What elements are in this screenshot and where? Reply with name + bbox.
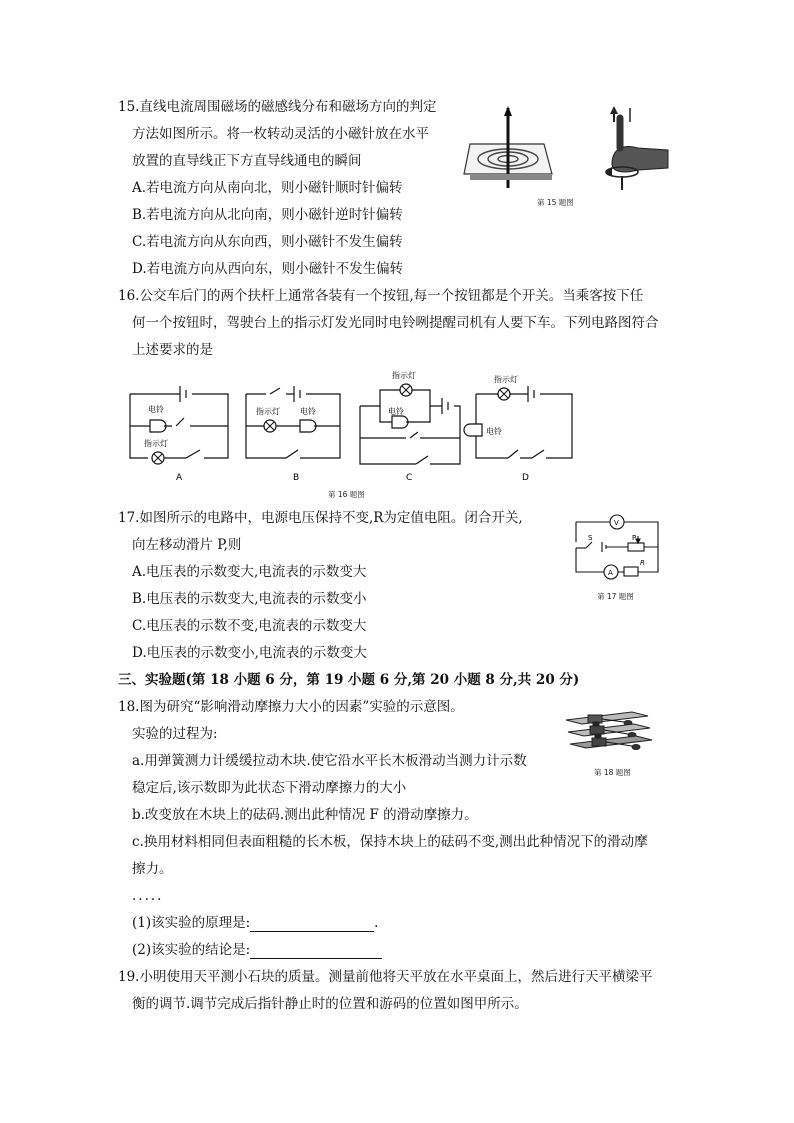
q16-circuit-diagrams <box>120 366 590 486</box>
q16-figure-caption: 第 16 题图 <box>328 490 365 499</box>
circuit-c-letter: C <box>406 473 413 483</box>
circuit-d-bell-label: 电铃 <box>486 427 502 436</box>
q17-option-c: C.电压表的示数不变,电流表的示数变大 <box>132 618 367 634</box>
q18-sub1-answer-blank[interactable] <box>250 917 374 932</box>
q17-option-b: B.电压表的示数变大,电流表的示数变小 <box>132 591 367 607</box>
q18-figure-caption: 第 18 题图 <box>594 768 631 777</box>
q18-sub-question-1 <box>132 914 378 932</box>
q15-figure-caption: 第 15 题图 <box>537 198 574 207</box>
q18-line-5: b.改变放在木块上的砝码.测出此种情况 F 的滑动摩擦力。 <box>132 807 478 823</box>
circuit-a-bell-label: 电铃 <box>148 405 164 414</box>
circuit-a-lamp-label: 指示灯 <box>144 439 168 448</box>
q18-sub1-period: . <box>374 915 379 931</box>
q15-stem-line-1: 15.直线电流周围磁场的磁感线分布和磁场方向的判定 <box>118 99 437 115</box>
q17-stem-line-2: 向左移动滑片 P,则 <box>132 537 242 553</box>
q17-switch-label: S <box>588 534 593 542</box>
q18-line-3: a.用弹簧测力计缓缓拉动木块.使它沿水平长木板滑动当测力计示数 <box>132 753 527 769</box>
circuit-b-letter: B <box>293 473 300 483</box>
q16-stem-line-1: 16.公交车后门的两个扶杆上通常各装有一个按钮,每一个按钮都是个开关。当乘客按下任 <box>118 288 644 304</box>
circuit-b-lamp-label: 指示灯 <box>256 407 280 416</box>
q17-stem-line-1: 17.如图所示的电路中，电源电压保持不变,R为定值电阻。闭合开关, <box>118 510 523 526</box>
q15-option-a: A.若电流方向从南向北，则小磁针顺时针偏转 <box>132 180 403 196</box>
circuit-c <box>360 390 460 464</box>
q18-ellipsis: ..... <box>132 888 164 904</box>
q17-resistor-label: R <box>640 559 645 567</box>
q18-sub2-prompt: (2)该实验的结论是: <box>132 942 251 958</box>
circuit-d-lamp-label: 指示灯 <box>494 375 518 384</box>
q18-sub1-prompt: (1)该实验的原理是: <box>132 915 251 931</box>
q18-line-6: c.换用材料相同但表面粗糙的长木板，保持木块上的砝码不变,测出此种情况下的滑动摩 <box>132 834 648 850</box>
q15-stem-line-3: 放置的直导线正下方直导线通电的瞬间 <box>132 153 362 169</box>
q15-option-d: D.若电流方向从西向东，则小磁针不发生偏转 <box>132 261 404 277</box>
q15-option-b: B.若电流方向从北向南，则小磁针逆时针偏转 <box>132 207 403 223</box>
q18-sub2-answer-blank[interactable] <box>250 944 382 959</box>
circuit-d-letter: D <box>522 473 529 483</box>
q17-option-a: A.电压表的示数变大,电流表的示数变大 <box>132 564 367 580</box>
q17-figure-caption: 第 17 题图 <box>597 592 634 601</box>
q15-magnetic-field-figure <box>462 104 682 200</box>
q17-option-d: D.电压表的示数变小,电流表的示数变大 <box>132 645 367 661</box>
section-3-heading: 三、实验题(第 18 小题 6 分，第 19 小题 6 分,第 20 小题 8 分,共 20 分) <box>118 672 580 688</box>
q18-line-7: 擦力。 <box>132 861 173 877</box>
q18-line-2: 实验的过程为: <box>132 726 218 742</box>
q19-line-2: 衡的调节.调节完成后指针静止时的位置和游码的位置如图甲所示。 <box>132 996 528 1012</box>
circuit-c-lamp-label: 指示灯 <box>392 371 416 380</box>
q18-line-1: 18.图为研究“影响滑动摩擦力大小的因素”实验的示意图。 <box>118 699 464 715</box>
circuit-c-bell-label: 电铃 <box>388 407 404 416</box>
q16-stem-line-2: 何一个按钮时，驾驶台上的指示灯发光同时电铃咧提醒司机有人要下车。下列电路图符合 <box>132 315 659 331</box>
circuit-a-letter: A <box>176 473 183 483</box>
q17-voltmeter-label: V <box>614 519 619 527</box>
circuit-d <box>464 386 572 458</box>
q16-stem-line-3: 上述要求的是 <box>132 342 213 358</box>
circuit-b <box>246 386 340 458</box>
q18-line-4: 稳定后,该示数即为此状态下滑动摩擦力的大小 <box>132 780 407 796</box>
q18-friction-experiment-figure <box>562 706 662 764</box>
q17-circuit-figure <box>568 512 668 582</box>
q17-ammeter-label: A <box>608 569 613 577</box>
q17-slider-label: P <box>632 534 637 542</box>
q19-line-1: 19.小明使用天平测小石块的质量。测量前他将天平放在水平桌面上，然后进行天平横梁平 <box>118 969 653 985</box>
q15-option-c: C.若电流方向从东向西，则小磁针不发生偏转 <box>132 234 403 250</box>
q15-stem-line-2: 方法如图所示。将一枚转动灵活的小磁针放在水平 <box>132 126 429 142</box>
circuit-b-bell-label: 电铃 <box>300 407 316 416</box>
q18-sub-question-2 <box>132 941 382 959</box>
